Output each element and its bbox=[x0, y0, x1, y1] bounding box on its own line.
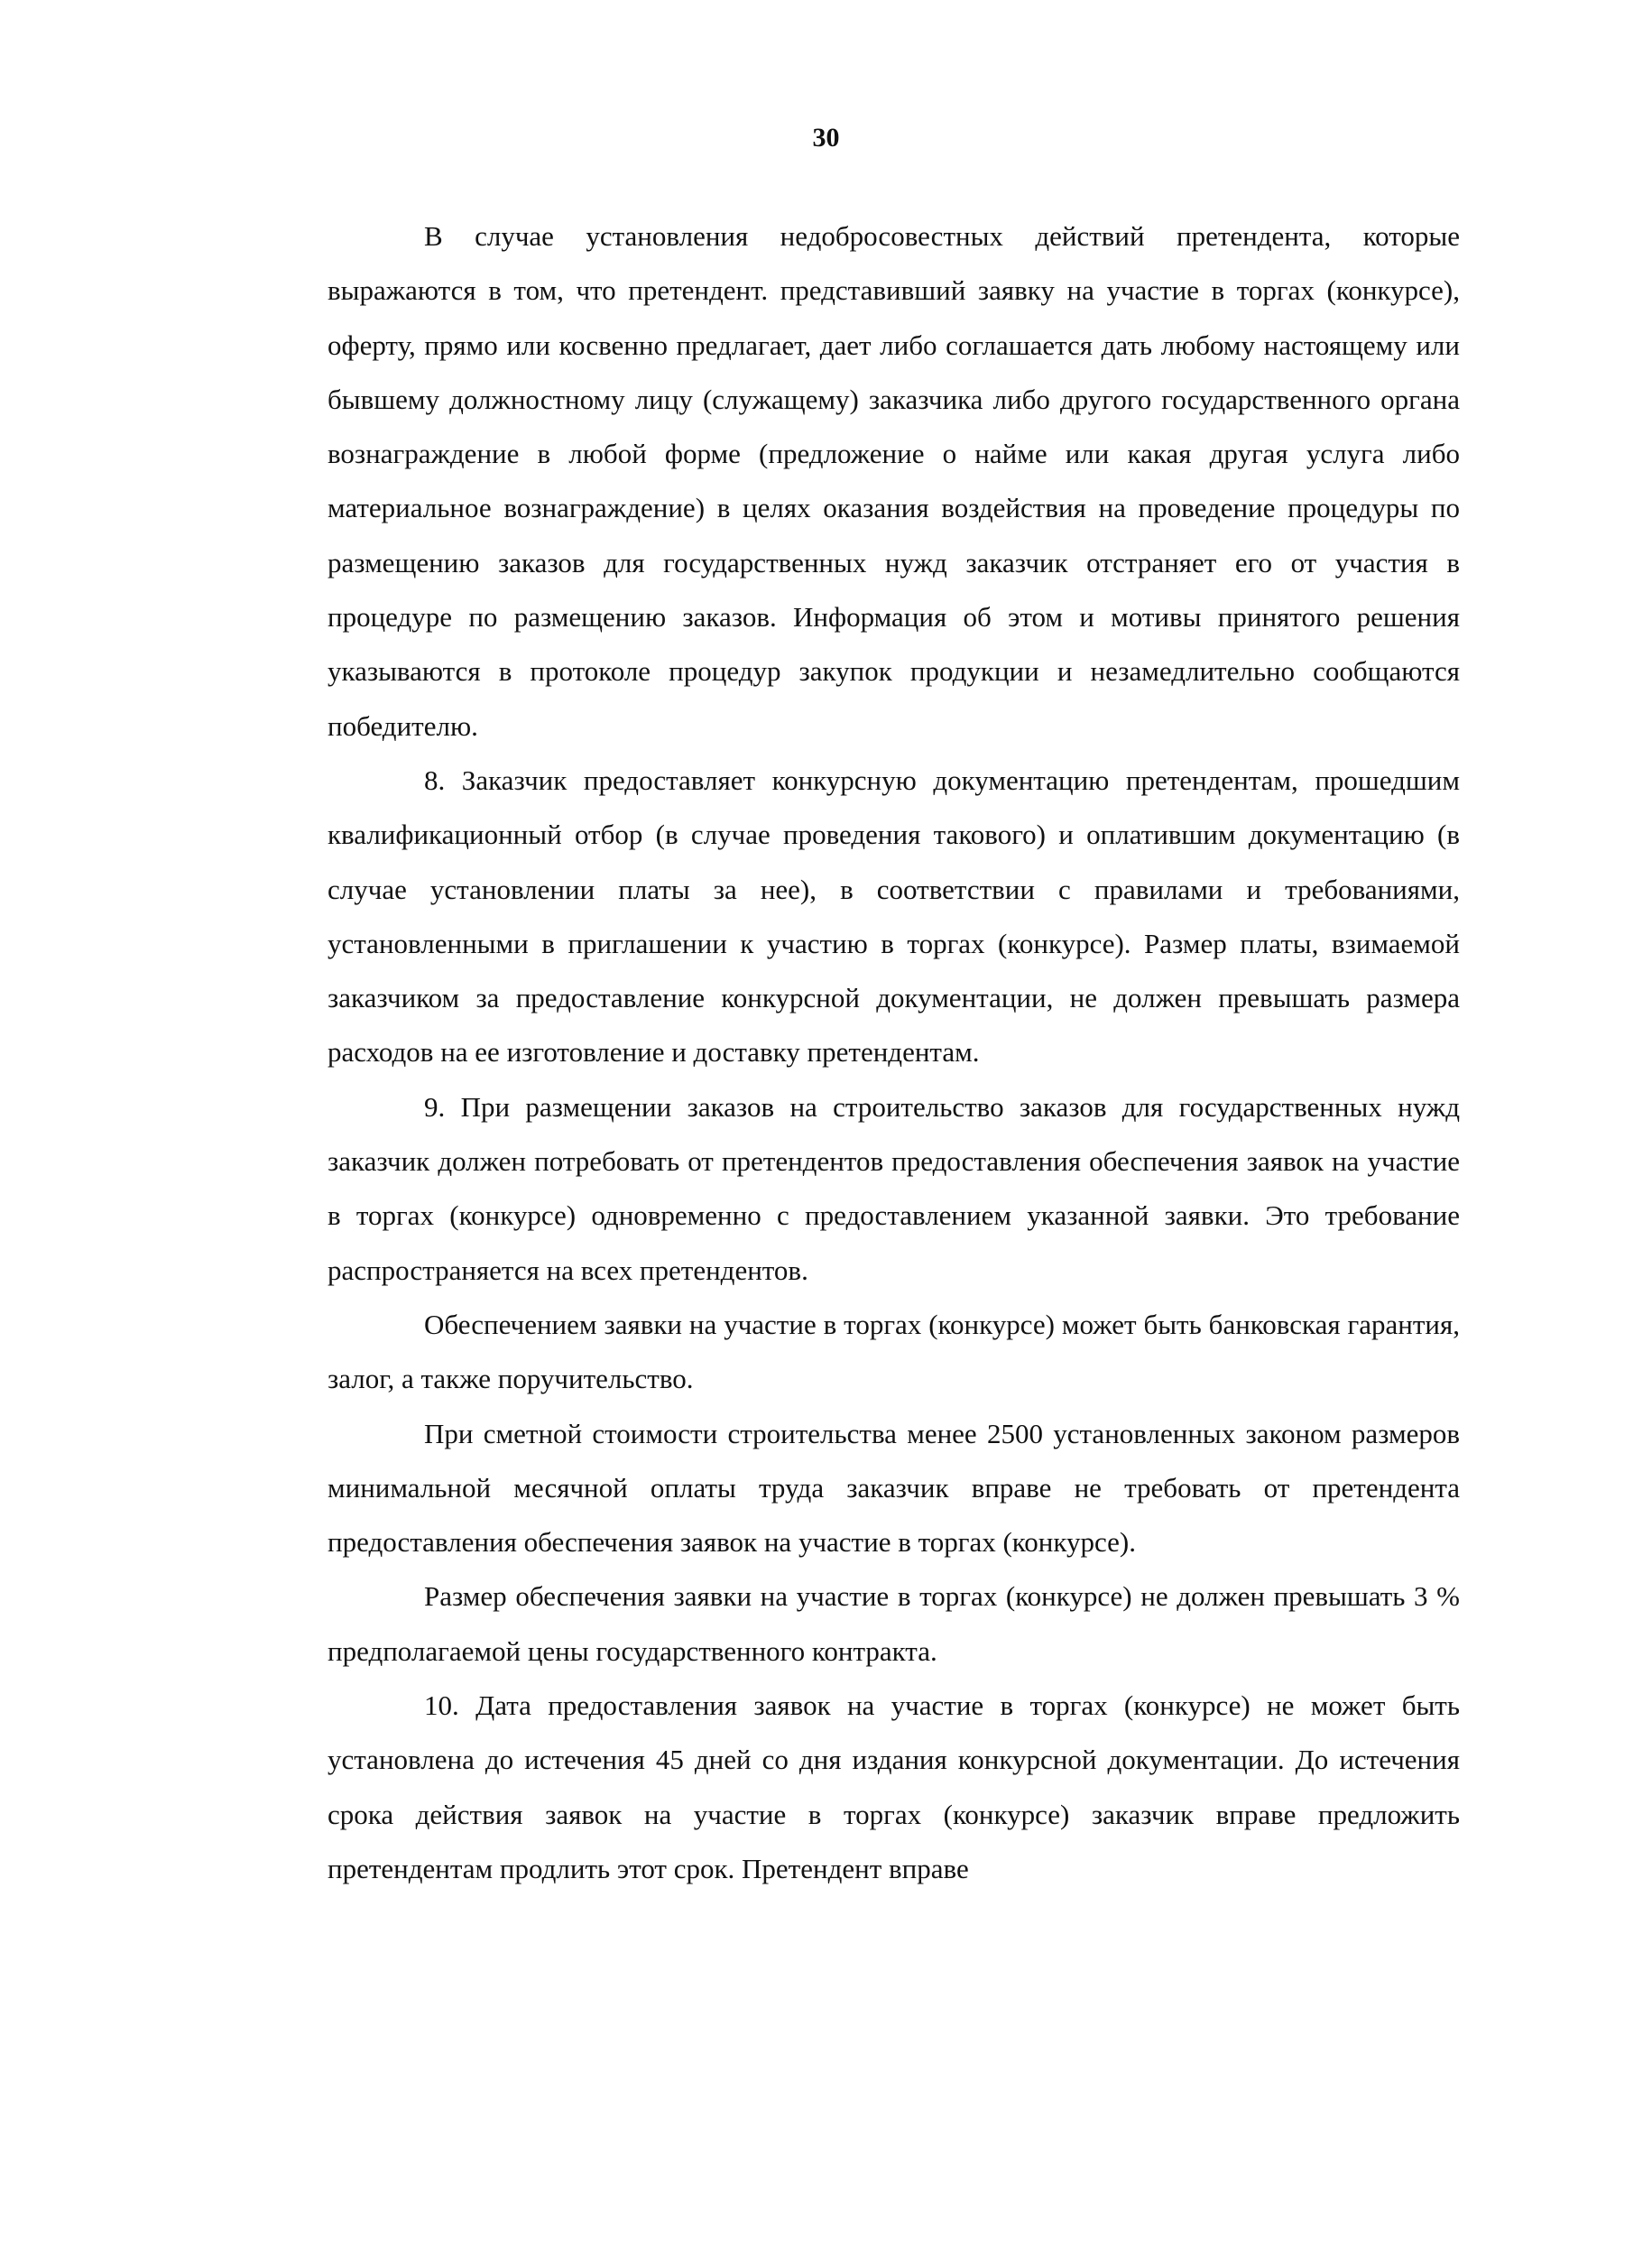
document-body bbox=[328, 209, 1460, 1896]
paragraph-9: 9. При размещении заказов на строительство заказов для государственных нужд заказчик должен потребовать от претендентов предоставления обеспечения заявок на участие в торгах (конкурсе) одновременно с предоставлением указанной заявки. Это требование распространяется на всех претендентов. bbox=[328, 1090, 1460, 1286]
paragraph-cost-threshold: При сметной стоимости строительства менее 2500 установленных законом размеров минимальной месячной оплаты труда заказчик вправе не требовать от претендента предоставления обеспечения заявок на участие в торгах (конкурсе). bbox=[328, 1417, 1460, 1559]
paragraph-10: 10. Дата предоставления заявок на участие в торгах (конкурсе) не может быть установлена до истечения 45 дней со дня издания конкурсной документации. До истечения срока действия заявок на участие в торгах (конкурсе) заказчик вправе предложить претендентам продлить этот срок. Претендент вправе bbox=[328, 1689, 1460, 1884]
paragraph-unfair-actions: В случае установления недобросовестных действий претендента, которые выражаются в том, что претендент. представивший заявку на участие в торгах (конкурсе), оферту, прямо или косвенно предлагает, дает либо соглашается дать любому настоящему или бывшему должностному лицу (служащему) заказчика либо другого государственного органа вознаграждение в любой форме (предложение о найме или какая другая услуга либо материальное вознаграждение) в целях оказания воздействия на проведение процедуры по размещению заказов для государственных нужд заказчик отстраняет его от участия в процедуре по размещению заказов. Информация об этом и мотивы принятого решения указываются в протоколе процедур закупок продукции и незамедлительно сообщаются победителю. bbox=[328, 220, 1460, 742]
paragraph-security-forms: Обеспечением заявки на участие в торгах (конкурсе) может быть банковская гарантия, залог, а также поручительство. bbox=[328, 1308, 1460, 1395]
page-number: 30 bbox=[812, 123, 840, 153]
paragraph-security-size: Размер обеспечения заявки на участие в торгах (конкурсе) не должен превышать 3 % предполагаемой цены государственного контракта. bbox=[328, 1580, 1460, 1667]
paragraph-8: 8. Заказчик предоставляет конкурсную документацию претендентам, прошедшим квалификационный отбор (в случае проведения такового) и оплатившим документацию (в случае установлении платы за нее), в соответствии с правилами и требованиями, установленными в приглашении к участию в торгах (конкурсе). Размер платы, взимаемой заказчиком за предоставление конкурсной документации, не должен превышать размера расходов на ее изготовление и доставку претендентам. bbox=[328, 764, 1460, 1069]
